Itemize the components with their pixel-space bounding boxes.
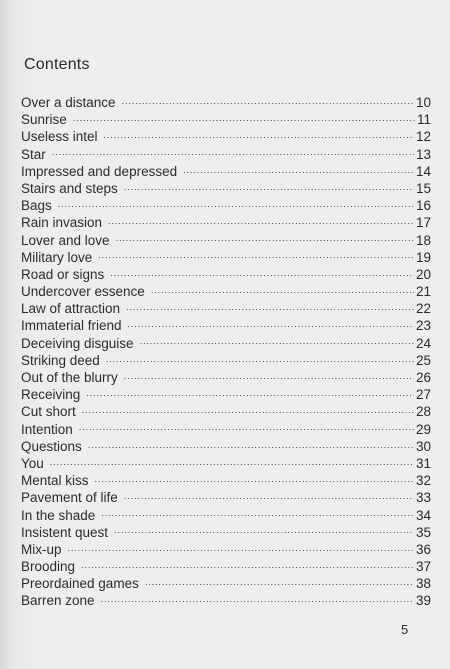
toc-entry-page: 28 [415,404,431,420]
dot-leader [124,490,414,502]
toc-entry [21,438,431,455]
toc-entry-title: Out of the blurry [21,370,118,385]
toc-entry-title: Striking deed [21,352,100,368]
toc-entry-page: 34 [415,507,431,523]
dot-leader [110,267,414,279]
toc-entry-title: Barren zone [21,593,95,609]
toc-entry [21,146,431,163]
toc-entry [21,249,431,266]
toc-entry-page: 27 [415,387,431,403]
dot-leader [183,164,414,176]
toc-entry-title: Impressed and depressed [21,163,178,179]
toc-entry-page: 26 [415,370,431,385]
toc-entry-title: Intention [21,421,73,437]
toc-entry-page: 24 [415,335,431,351]
toc-entry [21,180,431,197]
toc-entry-page: 13 [415,146,431,162]
toc-entry-page: 36 [415,541,431,557]
toc-entry [21,232,431,249]
dot-leader [101,508,414,520]
toc-entry-page: 29 [415,421,431,437]
toc-entry [21,507,431,524]
toc-entry-title: Undercover essence [21,284,145,300]
toc-entry-title: Sunrise [21,112,67,128]
toc-entry-title: Star [21,146,46,162]
toc-entry-title: Receiving [21,387,81,403]
toc-entry-title: Pavement of life [21,490,118,506]
dot-leader [122,95,414,107]
dot-leader [79,422,414,434]
toc-entry-page: 37 [415,559,431,575]
dot-leader [88,439,414,451]
dot-leader [108,215,414,227]
dot-leader [140,336,414,348]
toc-entry-title: Lover and love [21,232,110,248]
toc-entry-page: 38 [415,576,431,592]
toc-entry [21,214,431,231]
toc-entry-title: Deceiving disguise [21,335,134,351]
toc-entry-page: 16 [415,198,431,214]
toc-entry [21,575,431,592]
toc-entry-title: Road or signs [21,266,105,282]
toc-entry-page: 11 [416,112,431,128]
dot-leader [95,473,414,485]
dot-leader [50,456,414,468]
toc-entry-page: 33 [415,490,431,506]
toc-entry [21,94,431,111]
dot-leader [52,147,414,159]
toc-entry [21,266,431,283]
toc-entry-page: 18 [415,232,431,248]
toc-entry-title: Rain invasion [21,215,103,231]
toc-entry [21,386,431,403]
toc-entry-page: 21 [415,284,431,300]
toc-entry-page: 32 [415,473,431,489]
toc-entry-page: 35 [415,524,431,540]
toc-entry [21,163,431,180]
toc-entry-title: In the shade [21,507,96,523]
toc-entry-title: Mental kiss [21,473,89,489]
toc-entry [21,472,431,489]
toc-entry [21,541,431,558]
dot-leader [106,353,414,365]
toc-entry [21,421,431,438]
toc-entry-page: 31 [415,455,431,471]
toc-entry [21,111,431,128]
dot-leader [58,198,414,210]
toc-entry-page: 30 [415,438,431,454]
toc-entry-title: Bags [21,198,52,214]
toc-entry-page: 20 [415,266,431,282]
dot-leader [114,525,414,537]
toc-entry [21,369,431,386]
dot-leader [101,593,414,605]
dot-leader [73,112,415,124]
toc-entry-title: Cut short [21,404,76,420]
toc-entry [21,283,431,300]
toc-entry-title: Over a distance [21,95,116,110]
dot-leader [86,387,414,399]
dot-leader [124,181,414,193]
table-of-contents [21,94,431,610]
toc-entry-page: 17 [415,215,431,231]
toc-entry-title: Brooding [21,559,76,575]
toc-entry-page: 10 [415,95,431,110]
toc-entry-page: 14 [415,163,431,179]
toc-entry [21,455,431,472]
dot-leader [81,559,414,571]
dot-leader [145,576,414,588]
toc-entry-title: You [21,455,44,471]
toc-entry [21,197,431,214]
toc-entry-title: Questions [21,438,82,454]
dot-leader [116,233,414,245]
dot-leader [104,129,414,141]
contents-heading: Contents [24,56,90,73]
toc-entry [21,558,431,575]
dot-leader [68,542,414,554]
toc-entry [21,128,431,145]
dot-leader [82,404,414,416]
toc-entry [21,352,431,369]
dot-leader [124,370,414,382]
toc-entry-page: 23 [415,318,431,334]
toc-entry-page: 39 [415,593,431,609]
toc-entry-page: 22 [415,301,431,317]
toc-entry [21,335,431,352]
dot-leader [128,318,414,330]
toc-entry-page: 12 [415,129,431,145]
toc-entry [21,592,431,609]
toc-entry [21,489,431,506]
toc-entry-title: Stairs and steps [21,180,118,196]
toc-entry-title: Law of attraction [21,301,121,317]
toc-entry [21,524,431,541]
toc-entry-page: 19 [415,249,431,265]
toc-entry-title: Mix-up [21,541,62,557]
toc-entry-title: Military love [21,249,93,265]
toc-entry-page: 25 [415,352,431,368]
dot-leader [126,301,414,313]
page-number: 5 [401,622,409,637]
toc-entry [21,300,431,317]
dot-leader [98,250,414,262]
toc-entry [21,403,431,420]
toc-entry-title: Immaterial friend [21,318,122,334]
toc-entry-title: Useless intel [21,129,98,145]
toc-entry-page: 15 [415,180,431,196]
dot-leader [151,284,414,296]
toc-entry-title: Insistent quest [21,524,109,540]
toc-entry [21,317,431,334]
toc-entry-title: Preordained games [21,576,139,592]
